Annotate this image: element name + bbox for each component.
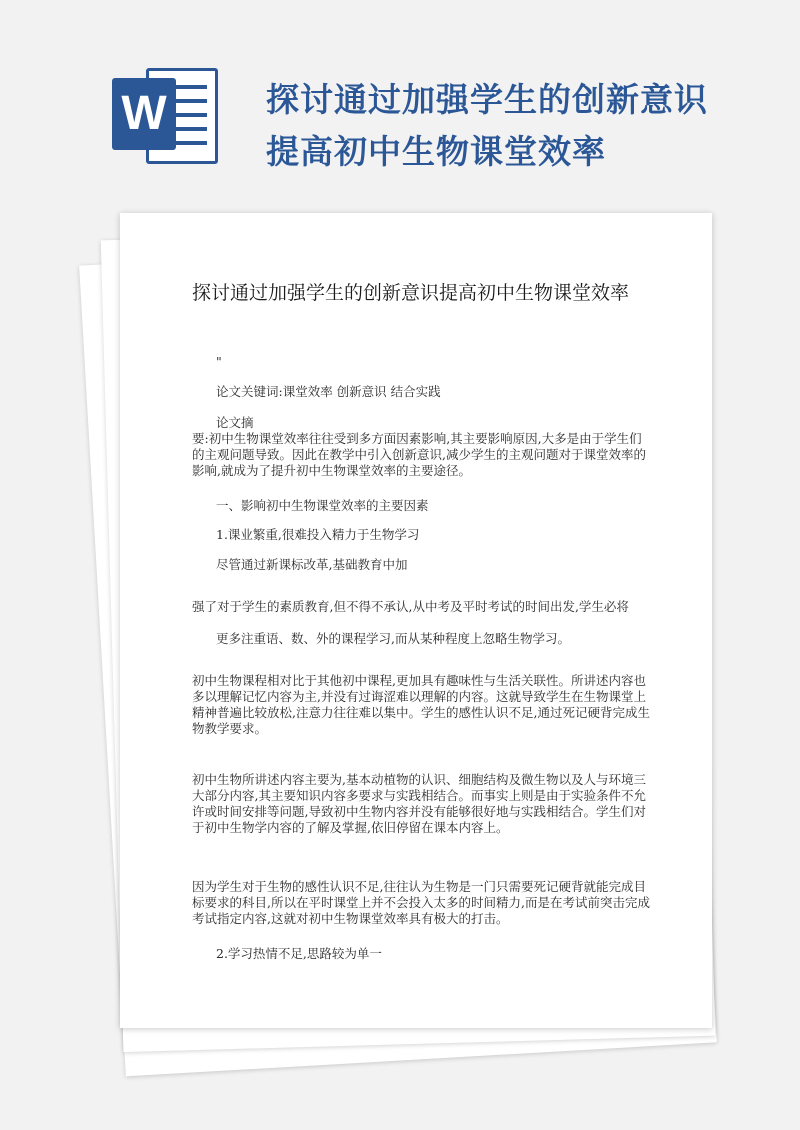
quote-mark: " [216, 354, 222, 369]
document-content [120, 213, 712, 1028]
document-page [120, 213, 712, 1028]
paragraph-2: 初中生物课程相对比于其他初中课程,更加具有趣味性与生活关联性。所讲述内容也多以理解记忆内容为主,并没有过诲涩难以理解的内容。这就导致学生在生物课堂上精神普遍比较放松,注意力往往难以集中。学生的感性认识不足,通过死记硬背完成生物教学要求。 [192, 673, 650, 736]
abstract-body: 要:初中生物课堂效率往往受到多方面因素影响,其主要影响原因,大多是由于学生们的主观问题导致。因此在教学中引入创新意识,减少学生的主观问题对于课堂效率的影响,就成为了提升初中生物课堂效率的主要途径。 [192, 431, 646, 478]
paragraph-1c: 更多注重语、数、外的课程学习,而从某种程度上忽略生物学习。 [216, 631, 570, 646]
subheading-1: 1.课业繁重,很难投入精力于生物学习 [216, 527, 420, 542]
banner-title-line-2: 提高初中生物课堂效率 [266, 132, 606, 171]
section-heading-1: 一、影响初中生物课堂效率的主要因素 [216, 498, 429, 513]
paragraph-4: 因为学生对于生物的感性认识不足,往往认为生物是一门只需要死记硬背就能完成目标要求的科目,所以在平时课堂上并不会投入太多的时间精力,而是在考试前突击完成考试指定内容,这就对初中生物课堂效率具有极大的打击。 [192, 879, 650, 926]
abstract-label: 论文摘 [216, 415, 254, 430]
subheading-2: 2.学习热情不足,思路较为单一 [216, 946, 382, 961]
paragraph-3: 初中生物所讲述内容主要为,基本动植物的认识、细胞结构及微生物以及人与环境三大部分内容,其主要知识内容多要求与实践相结合。而事实上则是由于实验条件不允许或时间安排等问题,导致初中生物内容并没有能够很好地与实践相结合。学生们对于初中生物学内容的了解及掌握,依旧停留在课本内容上。 [192, 772, 646, 835]
paragraph-1b: 强了对于学生的素质教育,但不得不承认,从中考及平时考试的时间出发,学生必将 [192, 599, 629, 614]
header-banner [0, 0, 800, 200]
document-title: 探讨通过加强学生的创新意识提高初中生物课堂效率 [192, 282, 630, 304]
word-document-icon [112, 68, 232, 164]
banner-title-line-1: 探讨通过加强学生的创新意识 [266, 80, 708, 119]
keywords-line: 论文关键词:课堂效率 创新意识 结合实践 [216, 384, 441, 399]
word-w-badge: W [112, 78, 176, 150]
paragraph-1a: 尽管通过新课标改革,基础教育中加 [216, 557, 408, 572]
